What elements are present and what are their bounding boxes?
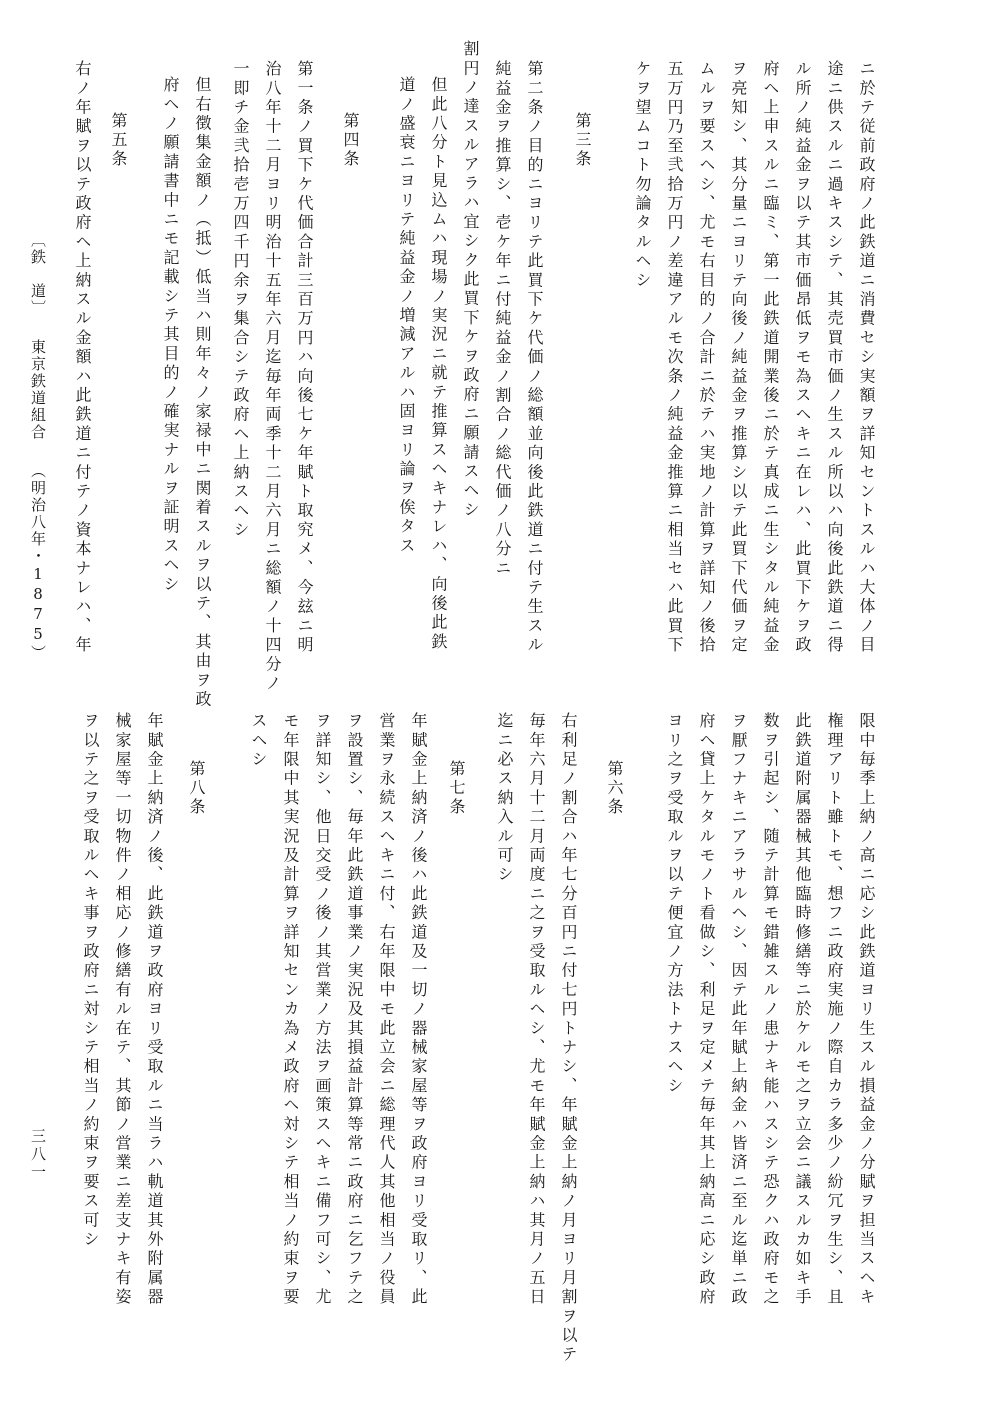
text-column: 第二条ノ目的ニヨリテ此買下ケ代価ノ総額並向後此鉄道ニ付テ生スル [525,60,544,656]
text-column: ヨリ之ヲ受取ルヲ以テ便宜ノ方法トナスヘシ [665,712,684,1096]
text-column: 械家屋等一切物件ノ相応ノ修繕有ル在テ、其節ノ営業ニ差支ナキ有姿 [113,712,132,1308]
text-column: 治八年十二月ヨリ明治十五年六月迄毎年両季十二月六月ニ総額ノ十四分ノ [263,60,282,694]
text-column: 府ヘ上申スルニ臨ミ、第一此鉄道開業後ニ於テ真成ニ生シタル純益金 [761,60,780,656]
text-column: モ年限中其実況及計算ヲ詳知センカ為メ政府ヘ対シテ相当ノ約束ヲ要 [281,712,300,1308]
text-column: 純益金ヲ推算シ、壱ケ年ニ付純益金ノ割合ノ総代価ノ八分ニ [493,60,512,579]
text-column: 但右徴集金額ノ（抵）低当ハ則年々ノ家禄中ニ関着スルヲ以テ、其由ヲ政 [193,76,212,710]
running-footer [30,232,45,662]
text-column: 途ニ供スルニ過キスシテ、其売買市価ノ生スル所以ハ向後此鉄道ニ得 [825,60,844,656]
article-heading: 第四条 [341,112,360,169]
article-heading: 第五条 [109,112,128,169]
text-column: 割円ノ達スルアラハ宜シク此買下ケヲ政府ニ願請スヘシ [461,40,480,520]
article-heading: 第三条 [573,112,592,169]
text-column: 年賦金上納済ノ後、此鉄道ヲ政府ヨリ受取ルニ当ラハ軌道其外附属器 [145,712,164,1308]
article-heading: 第七条 [447,760,466,817]
text-column: 数ヲ引起シ、随テ計算モ錯雑スルノ患ナキ能ハスシテ恐クハ政府モ之 [761,712,780,1308]
footer-category: 〔鉄 道〕 [29,232,47,317]
text-column: ヲ以テ之ヲ受取ルヘキ事ヲ政府ニ対シテ相当ノ約束ヲ要ス可シ [81,712,100,1250]
text-column: 毎年六月十二月両度ニ之ヲ受取ルヘシ、尤モ年賦金上納ハ其月ノ五日 [527,712,546,1308]
text-column: スヘシ [249,712,268,770]
text-column: ニ於テ従前政府ノ此鉄道ニ消費セシ実額ヲ詳知セントスルハ大体ノ目 [857,60,876,656]
text-column: ヲ亮知シ、其分量ニヨリテ向後ノ純益金ヲ推算シ以テ此買下代価ヲ定 [729,60,748,656]
text-column: 権理アリト雖トモ、想フニ政府実施ノ際自カラ多少ノ紛冗ヲ生シ、且 [825,712,844,1308]
article-heading: 第六条 [605,760,624,817]
text-column: ル所ノ純益金ヲ以テ其市価昂低ヲモ為スヘキニ在レハ、此買下ケヲ政 [793,60,812,656]
text-column: 道ノ盛衰ニヨリテ純益金ノ増減アルハ固ヨリ論ヲ俟タス [397,76,416,556]
text-column: 第一条ノ買下ケ代価合計三百万円ハ向後七ケ年賦ト取究メ、今玆ニ明 [295,60,314,656]
text-column: 迄ニ必ス納入ル可シ [495,712,514,885]
text-column: 此鉄道附属器械其他臨時修繕等ニ於ケルモ之ヲ立会ニ議スルカ如キ手 [793,712,812,1308]
text-column: ヲ設置シ、毎年此鉄道事業ノ実況及其損益計算等常ニ政府ニ乞フテ之 [345,712,364,1308]
text-column: ヲ厭フナキニアラサルヘシ、因テ此年賦上納金ハ皆済ニ至ル迄単ニ政 [729,712,748,1308]
footer-title: 東京鉄道組合 [29,339,47,441]
text-column: 右ノ年賦ヲ以テ政府ヘ上納スル金額ハ此鉄道ニ付テノ資本ナレハ、年 [73,60,92,656]
text-column: 右利足ノ割合ハ年七分百円ニ付七円トナシ、年賦金上納ノ月ヨリ月割ヲ以テ [559,712,578,1365]
article-heading: 第八条 [187,760,206,817]
footer-date: （明治八年・1875） [29,463,47,662]
text-column: 府ヘ貸上ケタルモノト看做シ、利足ヲ定メテ毎年其上納高ニ応シ政府 [697,712,716,1308]
text-column: ムルヲ要スヘシ、尤モ右目的ノ合計ニ於テハ実地ノ計算ヲ詳知ノ後拾 [697,60,716,656]
text-column: 営業ヲ永続スヘキニ付、右年限中モ此立会ニ総理代人其他相当ノ役員 [377,712,396,1308]
text-column: 府ヘノ願請書中ニモ記載シテ其目的ノ確実ナルヲ証明スヘシ [161,76,180,595]
text-column: ケヲ望ムコト勿論タルヘシ [633,60,652,291]
text-column: 五万円乃至弐拾万円ノ差違アルモ次条ノ純益金推算ニ相当セハ此買下 [665,60,684,656]
text-column: ヲ詳知シ、他日交受ノ後ノ其営業ノ方法ヲ画策スヘキニ備フ可シ、尤 [313,712,332,1308]
text-column: 一即チ金弐拾壱万四千円余ヲ集合シテ政府ヘ上納スヘシ [231,60,250,540]
text-column: 年賦金上納済ノ後ハ此鉄道及一切ノ器械家屋等ヲ政府ヨリ受取リ、此 [409,712,428,1308]
page-number: 三八一 [29,1128,47,1182]
text-column: 但此八分ト見込ムハ現場ノ実況ニ就テ推算スヘキナレハ、向後此鉄 [429,76,448,652]
text-column: 限中毎季上納ノ高ニ応シ此鉄道ヨリ生スル損益金ノ分賦ヲ担当スヘキ [857,712,876,1308]
